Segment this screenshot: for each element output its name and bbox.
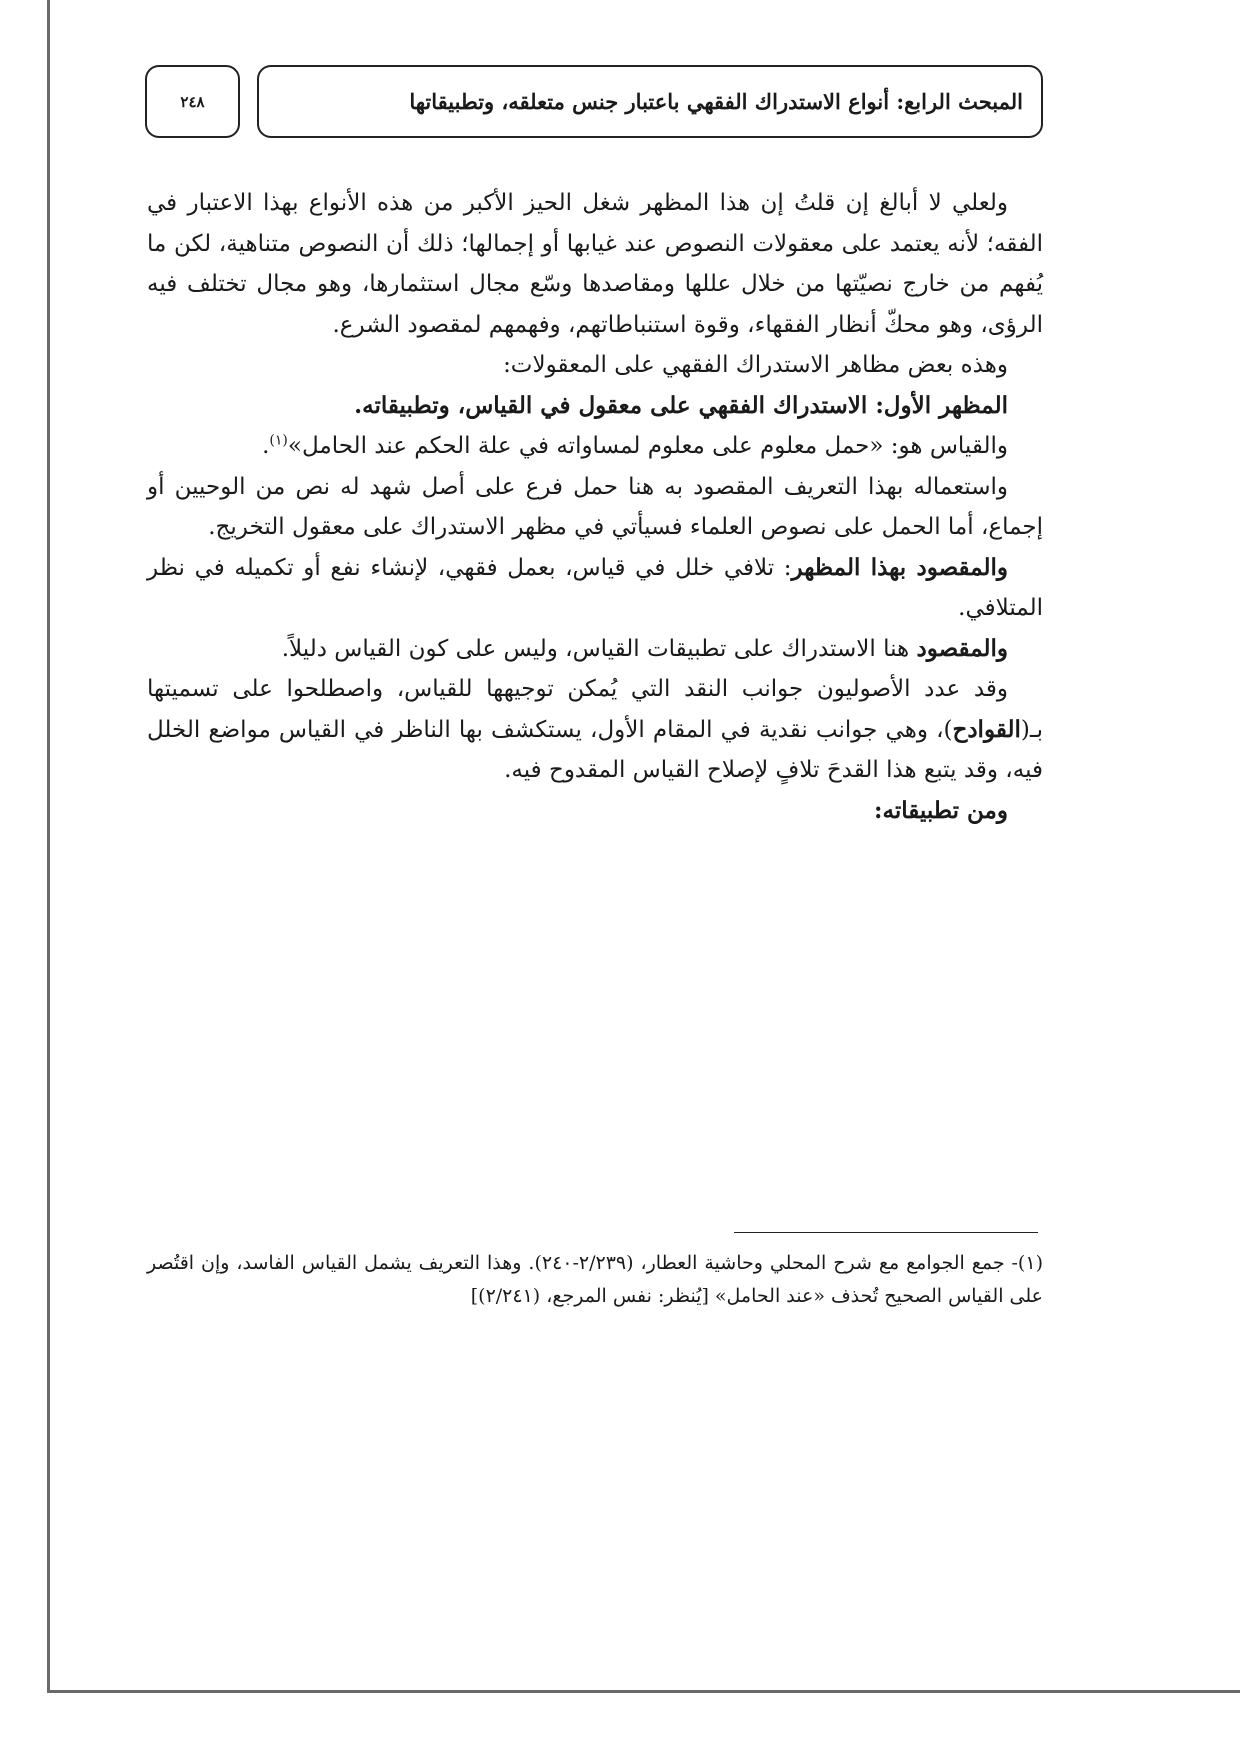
purpose-label: والمقصود xyxy=(916,634,1008,662)
aspect-purpose-text: : تلافي خلل في قياس، بعمل فقهي، لإنشاء نفع أو تكميله في نظر المتلافي. xyxy=(147,554,1043,621)
footnote-ref-1[interactable]: (١) xyxy=(269,432,288,449)
page-number: ٢٤٨ xyxy=(145,65,240,138)
paragraph-usage: واستعماله بهذا التعريف المقصود به هنا حمل فرع على أصل شهد له نص من الوحيين أو إجماع، أما الحمل على نصوص العلماء فسيأتي في مظهر الاستدراك على معقول التخريج. xyxy=(147,473,1043,540)
paragraph-aspects: وهذه بعض مظاهر الاستدراك الفقهي على المعقولات: xyxy=(503,352,1008,378)
footnote-1: (١)- جمع الجوامع مع شرح المحلي وحاشية العطار، (٢/٢٣٩-٢٤٠). وهذا التعريف يشمل القياس الفاسد، وإن اقتُصر على القياس الصحيح تُحذف «عند الحامل» [يُنظر: نفس المرجع، (٢/٢٤١)] xyxy=(147,1252,1043,1307)
paragraph-aspect-purpose xyxy=(147,548,1043,629)
purpose-text: هنا الاستدراك على تطبيقات القياس، وليس على كون القياس دليلاً. xyxy=(281,635,917,662)
paragraph-intro: ولعلي لا أبالغ إن قلتُ إن هذا المظهر شغل الحيز الأكبر من هذه الأنواع بهذا الاعتبار في الفقه؛ لأنه يعتمد على معقولات النصوص عند غيابها أو إجمالها؛ ذلك أن النصوص متناهية، لكن ما يُفهم من خارج نصيّتها من خلال عللها ومقاصدها وسّع مجال استثمارها، وهو مجال تختلف فيه الرؤى، وهو محكّ أنظار الفقهاء، وقوة استنباطاتهم، وفهمهم لمقصود الشرع. xyxy=(147,190,1043,338)
qawadih-text-end: )، وهي جوانب نقدية في المقام الأول، يستكشف بها الناظر في القياس مواضع الخلل فيه، وقد يتبع هذا القدحَ تلافٍ لإصلاح القياس المقدوح فيه. xyxy=(147,716,1043,783)
qiyas-definition-end: . xyxy=(262,433,270,459)
aspect-purpose-label: والمقصود بهذا المظهر xyxy=(791,553,1008,581)
paragraph-qiyas-definition xyxy=(147,426,1043,467)
heading-applications: ومن تطبيقاته: xyxy=(874,796,1008,824)
qawadih-term: القوادح xyxy=(952,715,1021,743)
heading-first-aspect: المظهر الأول: الاستدراك الفقهي على معقول في القياس، وتطبيقاته. xyxy=(354,391,1008,419)
qiyas-definition-text: والقياس هو: «حمل معلوم على معلوم لمساواته في علة الحكم عند الحامل» xyxy=(287,433,1008,459)
paragraph-qawadih xyxy=(147,669,1043,791)
page-header xyxy=(145,65,1043,140)
footnote-divider xyxy=(734,1232,1038,1233)
section-title: المبحث الرابع: أنواع الاستدراك الفقهي باعتبار جنس متعلقه، وتطبيقاتها xyxy=(257,65,1043,138)
paragraph-purpose xyxy=(147,629,1043,670)
body-text xyxy=(147,183,1043,831)
qawadih-text-start: وقد عدد الأصوليون جوانب النقد التي يُمكن توجيهها للقياس، واصطلحوا على تسميتها بـ( xyxy=(147,676,1043,743)
footnotes xyxy=(147,1247,1043,1313)
